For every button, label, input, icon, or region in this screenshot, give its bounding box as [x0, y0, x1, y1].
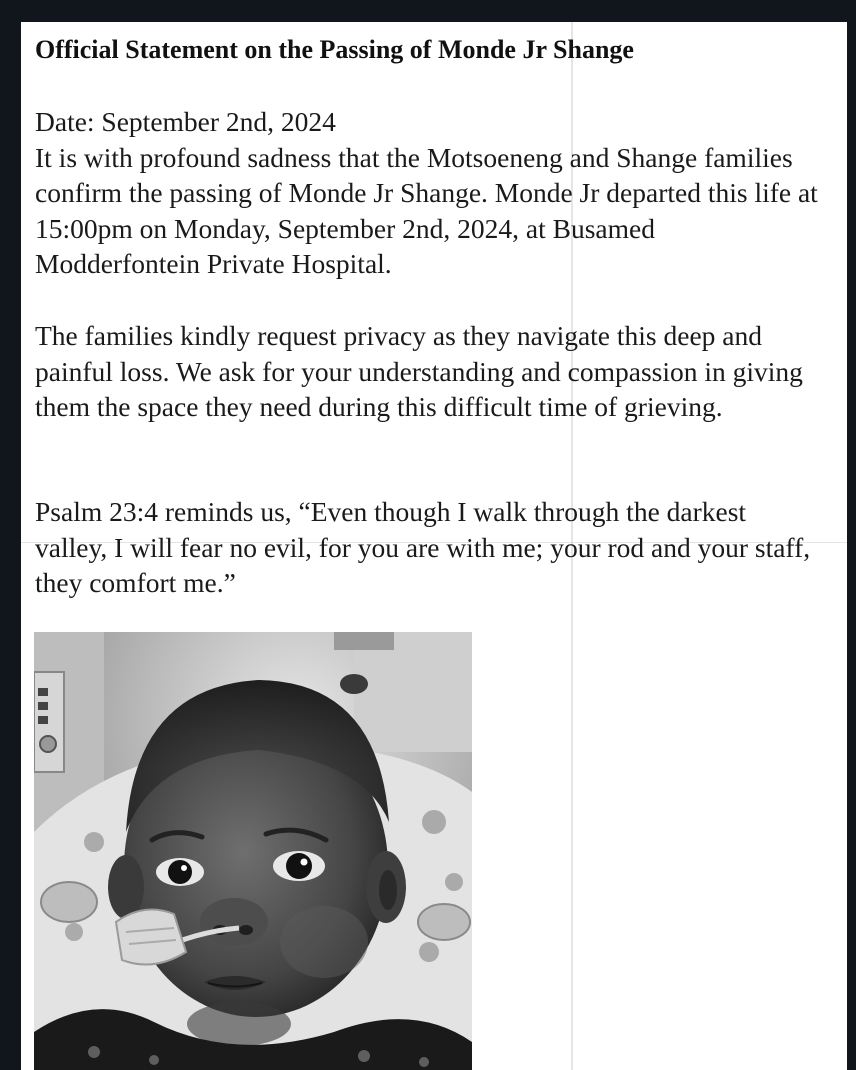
- statement-title: Official Statement on the Passing of Monde Jr Shange: [35, 35, 634, 64]
- statement-document: [21, 22, 847, 1070]
- memorial-photo: [34, 632, 472, 1070]
- statement-paragraph-1: It is with profound sadness that the Motsoeneng and Shange families confirm the passing of Monde Jr Shange. Monde Jr departed this life at 15:00pm on Monday, September 2nd, 2024, at Busamed Modderfontein Private Hospital.: [35, 141, 818, 279]
- statement-date: Date: September 2nd, 2024: [35, 106, 336, 137]
- statement-paragraph-2: The families kindly request privacy as they navigate this deep and painful loss. We ask for your understanding and compassion in giving them the space they need during this difficult time of grieving.: [35, 320, 803, 422]
- statement-intro-block: [35, 104, 825, 282]
- toddler-portrait-illustration: [34, 632, 472, 1070]
- statement-paragraph-3: Psalm 23:4 reminds us, “Even though I walk through the darkest valley, I will fear no evil, for you are with me; your rod and your staff, they comfort me.”: [35, 496, 811, 598]
